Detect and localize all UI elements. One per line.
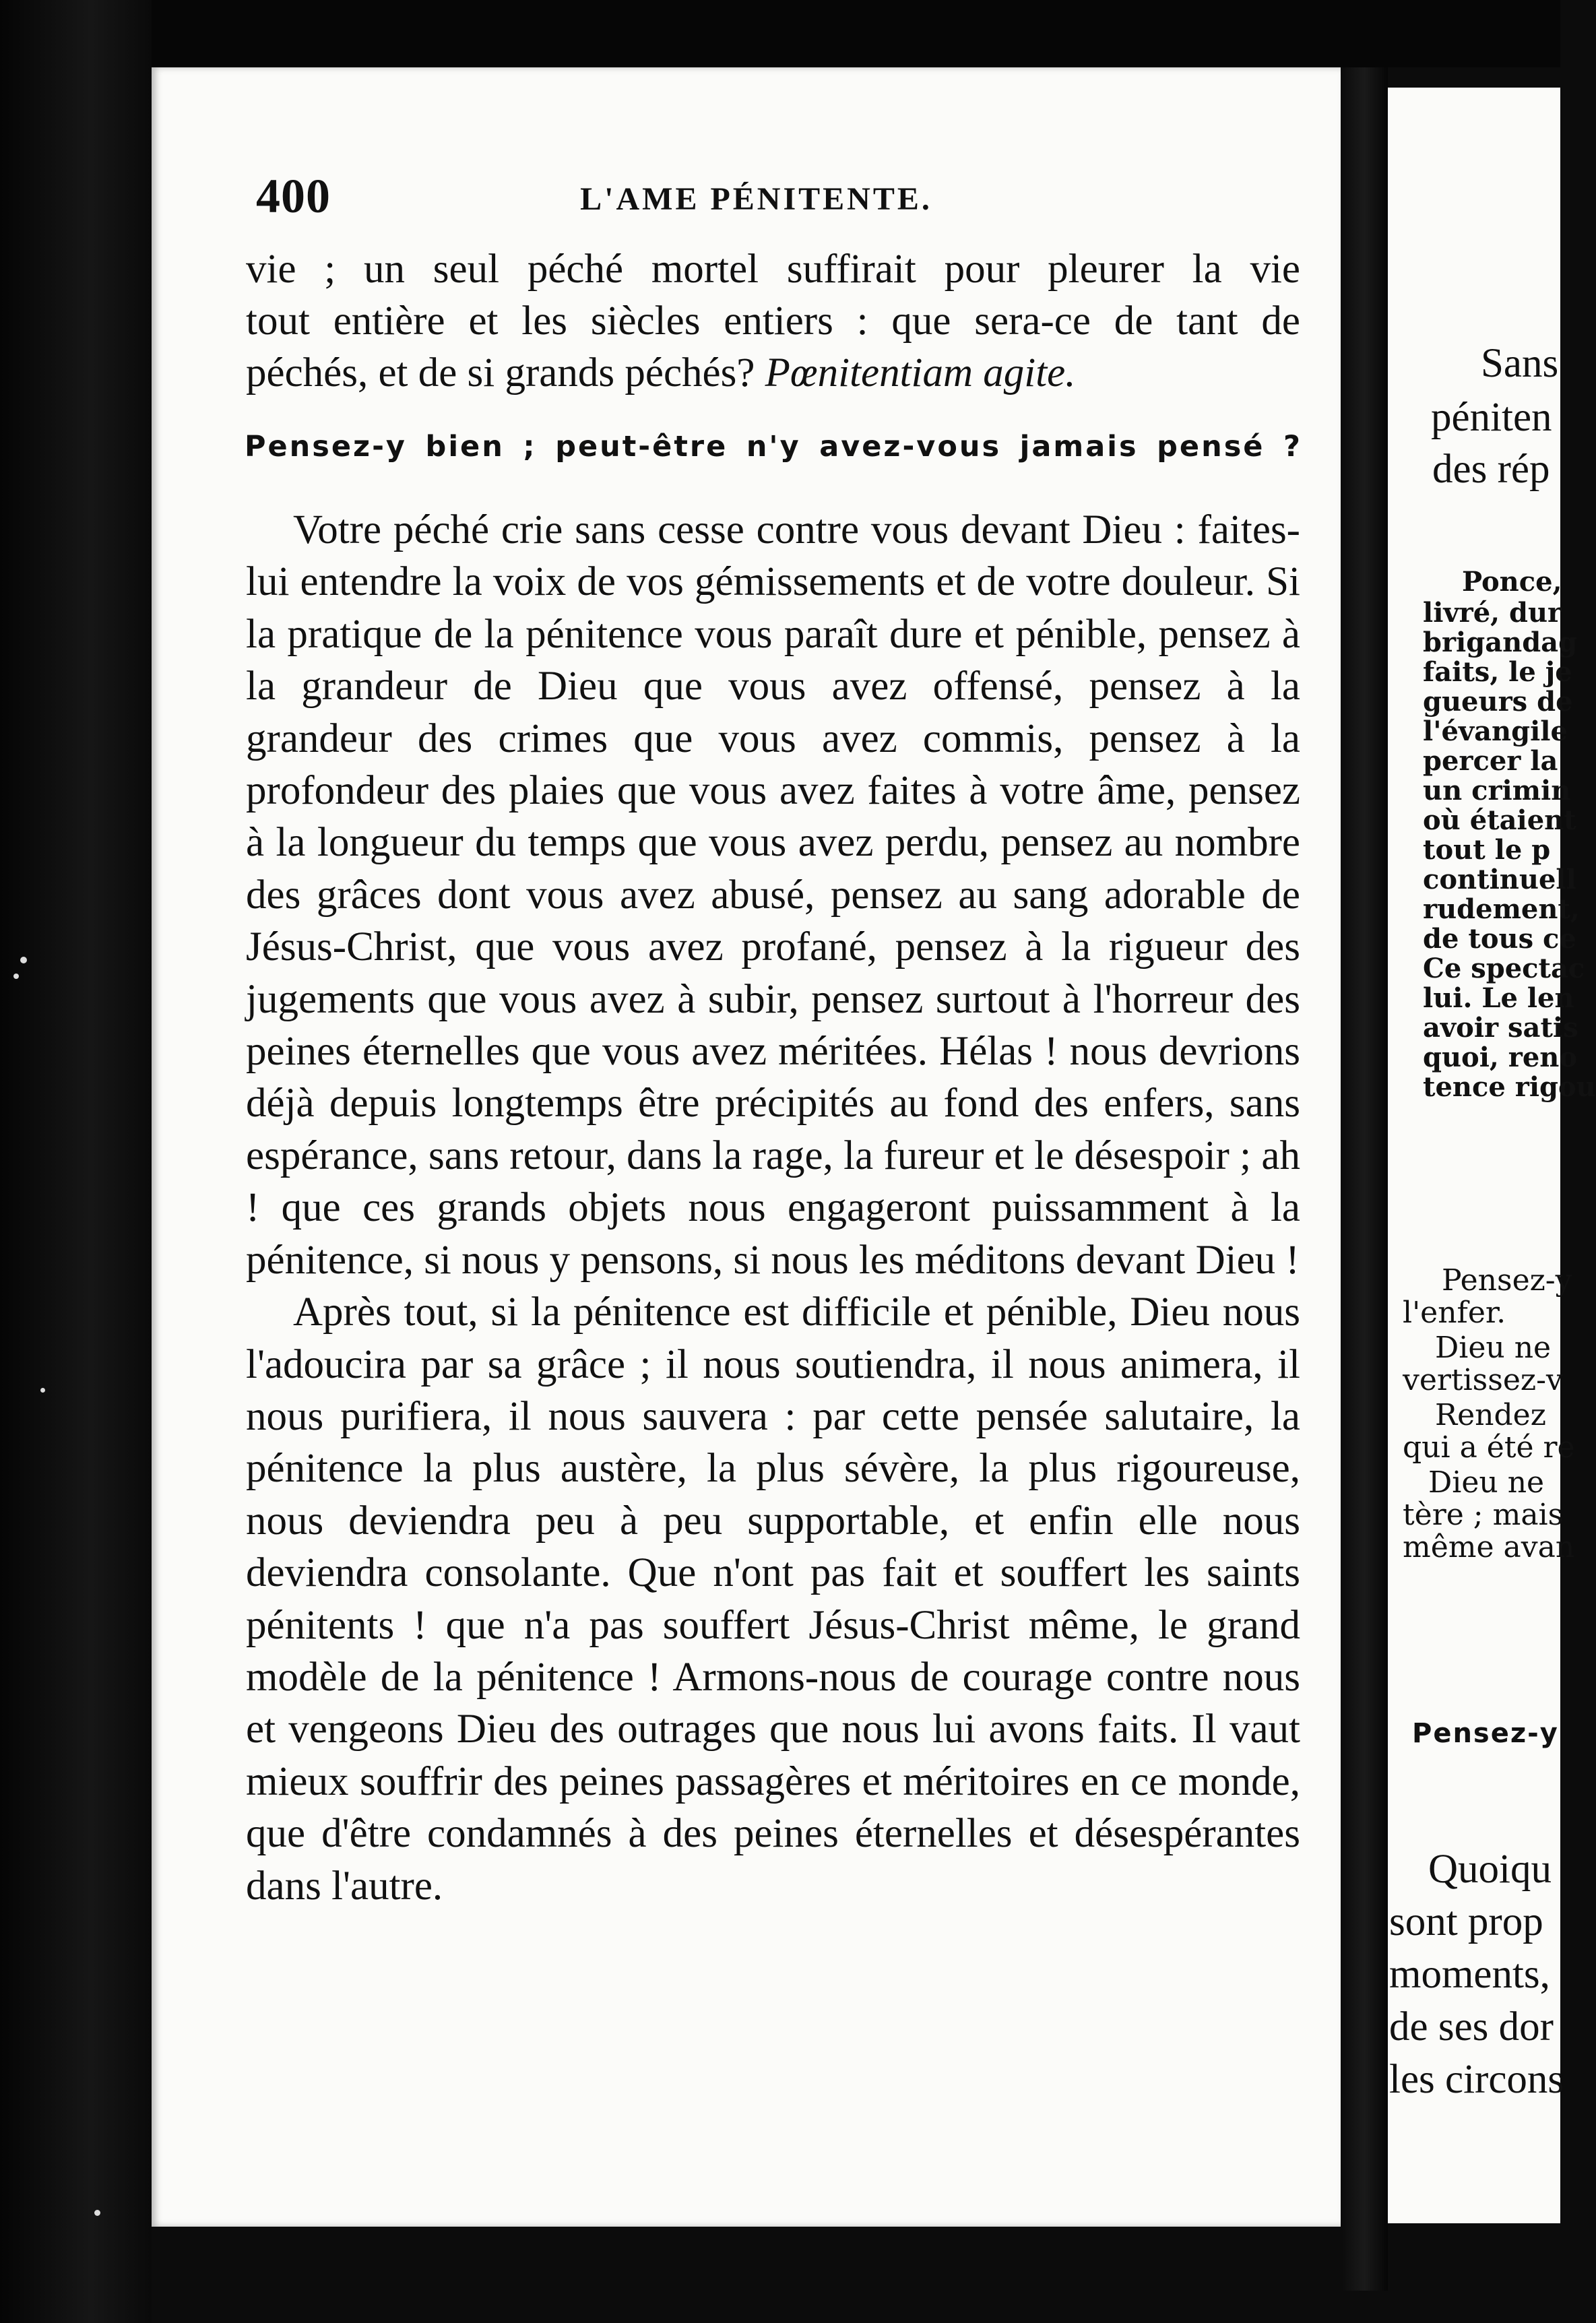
right-body-line: moments, — [1389, 1952, 1550, 1997]
section-heading: Pensez-y bien ; peut-être n'y avez-vous jamais pensé ? — [245, 430, 1302, 464]
scan-speck — [94, 2210, 100, 2216]
right-text-line: Ponce, — [1462, 566, 1562, 598]
scan-border-top — [0, 0, 1560, 67]
right-text-line: avoir satis — [1423, 1012, 1578, 1044]
right-text-line: faits, le je — [1423, 656, 1572, 688]
page-header — [256, 168, 1256, 229]
right-text-line: Dieu ne — [1435, 1331, 1552, 1365]
right-text-line: Dieu ne — [1428, 1465, 1545, 1500]
right-title-line: Sans — [1481, 341, 1559, 386]
book-gutter — [1341, 67, 1388, 2291]
right-text-line: vertissez-v — [1403, 1363, 1563, 1397]
right-text-line: rudement, — [1423, 893, 1580, 925]
right-body-line: de ses dor — [1389, 2004, 1554, 2049]
right-text-line: tère ; mais — [1403, 1498, 1564, 1532]
right-text-line: brigandag — [1423, 627, 1578, 658]
paragraph: Votre péché crie sans cesse contre vous devant Dieu : faites-lui entendre la voix de vos gémissements et de votre douleur. Si la pratique de la pénitence vous paraît dure et pénible, pensez à la grandeur de Dieu que vous avez offensé, pensez à la grandeur des crimes que vous avez commis, pensez à la profondeur des plaies que vous avez faites à votre âme, pensez à la longueur du temps que vous avez perdu, pensez au nombre des grâces dont vous avez abusé, pensez au sang adorable de Jésus-Christ, que vous avez profané, pensez à la rigueur des jugements que vous avez à subir, pensez surtout à l'horreur des peines éternelles que vous avez méritées. Hélas ! nous devrions déjà depuis longtemps être précipités au fond des enfers, sans espérance, sans retour, dans la rage, la fureur et le désespoir ; ah ! que ces grands objets nous engageront puissamment à la pénitence, si nous y pensons, si nous les méditons devant Dieu ! — [246, 507, 1300, 1283]
right-title-line: des rép — [1432, 447, 1550, 492]
right-text-line: même avan — [1403, 1530, 1575, 1564]
text-line-last — [246, 348, 1300, 400]
text-span: péchés, et de si grands péchés? — [246, 350, 765, 395]
paragraph: Après tout, si la pénitence est difficile et pénible, Dieu nous l'adoucira par sa grâce ; il nous soutiendra, il nous animera, il nous purifiera, il nous sauvera : par cette pensée salutaire, la pénitence la plus austère, la plus sévère, la plus rigoureuse, nous deviendra peu à peu supportable, et enfin elle nous deviendra consolante. Que n'ont pas fait et souffert les saints pénitents ! que n'a pas souffert Jésus-Christ même, le grand modèle de la pénitence ! Armons-nous de courage contre nous et vengeons Dieu des outrages que nous lui avons faits. Il vaut mieux souffrir des peines passagères et méritoires en ce monde, que d'être condamnés à des peines éternelles et désespérantes dans l'autre. — [246, 1290, 1300, 1909]
right-section-heading: Pensez-y — [1412, 1718, 1559, 1749]
right-text-line: Ce spectac — [1423, 953, 1585, 984]
book-page-left — [152, 67, 1341, 2227]
right-body-line: les circons — [1389, 2057, 1564, 2102]
right-text-line: un crimin — [1423, 775, 1571, 806]
running-title: L'AME PÉNITENTE. — [580, 181, 932, 217]
right-text-line: gueurs de — [1423, 686, 1573, 718]
right-text-line: tence rigou — [1423, 1071, 1596, 1103]
scan-speck — [40, 1388, 45, 1393]
right-text-line: où étaient — [1423, 804, 1576, 836]
section-body — [246, 504, 1300, 1912]
right-text-line: livré, dur — [1423, 597, 1562, 629]
book-page-right — [1388, 88, 1596, 2223]
right-text-line: quoi, reno — [1423, 1042, 1578, 1073]
latin-quote: Pœnitentiam agite. — [765, 350, 1076, 395]
scan-speck — [20, 957, 27, 963]
page-number: 400 — [256, 169, 331, 223]
right-text-line: Pensez-y — [1442, 1263, 1572, 1298]
right-text-line: percer la — [1423, 745, 1558, 777]
text-line: vie ; un seul péché mortel suffirait pour pleurer la vie — [246, 247, 1300, 292]
right-text-line: tout le p — [1423, 834, 1551, 866]
right-body-line: Quoiqu — [1428, 1847, 1552, 1892]
right-text-line: l'enfer. — [1403, 1296, 1506, 1330]
right-title-line: péniten — [1431, 395, 1552, 440]
text-line: tout entière et les siècles entiers : que sera-ce de tant de — [246, 298, 1300, 344]
right-text-line: l'évangile — [1423, 715, 1568, 747]
right-text-line: lui. Le len — [1423, 982, 1574, 1014]
right-text-line: de tous ce — [1423, 923, 1576, 955]
scan-border-left — [0, 0, 152, 2323]
right-text-line: Rendez — [1435, 1398, 1546, 1432]
right-text-line: continuell — [1423, 864, 1576, 895]
continuation-text — [246, 244, 1300, 399]
right-text-line: qui a été re — [1403, 1430, 1575, 1465]
right-body-line: sont prop — [1389, 1899, 1543, 1944]
scan-speck — [13, 974, 19, 979]
